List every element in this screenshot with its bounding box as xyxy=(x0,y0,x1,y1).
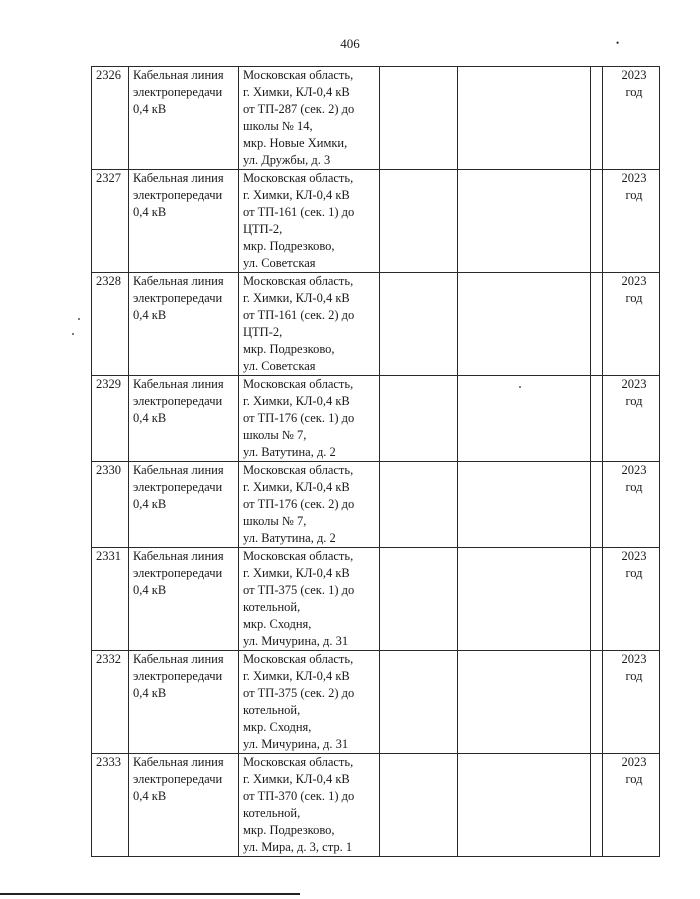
object-name-line: Кабельная линия xyxy=(133,377,224,391)
address-line: ул. Мичурина, д. 31 xyxy=(243,737,349,751)
year-cell xyxy=(603,651,660,754)
address-line: г. Химки, КЛ-0,4 кВ xyxy=(243,291,350,305)
empty-cell xyxy=(380,754,458,857)
address-line: мкр. Сходня, xyxy=(243,617,312,631)
year-cell xyxy=(603,170,660,273)
address-line: мкр. Подрезково, xyxy=(243,342,335,356)
year-cell xyxy=(603,376,660,462)
table-row xyxy=(92,462,660,548)
object-name-cell xyxy=(129,754,239,857)
address-line: от ТП-287 (сек. 2) до xyxy=(243,102,355,116)
address-line: Московская область, xyxy=(243,549,354,563)
address-line: Московская область, xyxy=(243,652,354,666)
object-name-line: 0,4 кВ xyxy=(133,205,167,219)
year-line: год xyxy=(625,669,643,683)
empty-cell xyxy=(380,67,458,170)
scan-speck xyxy=(519,386,521,388)
address-line: от ТП-370 (сек. 1) до xyxy=(243,789,355,803)
object-name-cell xyxy=(129,651,239,754)
object-name-cell xyxy=(129,273,239,376)
address-cell xyxy=(239,273,380,376)
address-line: школы № 14, xyxy=(243,119,313,133)
year-line: год xyxy=(625,394,643,408)
year-line: год xyxy=(625,772,643,786)
year-line: год xyxy=(625,480,643,494)
object-name-line: электропередачи xyxy=(133,772,223,786)
object-name-line: 0,4 кВ xyxy=(133,497,167,511)
empty-cell xyxy=(458,273,591,376)
empty-cell xyxy=(591,67,603,170)
object-name-line: Кабельная линия xyxy=(133,549,224,563)
year-line: год xyxy=(625,566,643,580)
table-row xyxy=(92,651,660,754)
year-line: год xyxy=(625,188,643,202)
address-line: г. Химки, КЛ-0,4 кВ xyxy=(243,669,350,683)
object-name-line: Кабельная линия xyxy=(133,755,224,769)
empty-cell xyxy=(458,376,591,462)
row-number-cell: 2332 xyxy=(92,651,129,754)
year-line: 2023 xyxy=(621,171,647,185)
address-line: от ТП-176 (сек. 2) до xyxy=(243,497,355,511)
object-name-line: 0,4 кВ xyxy=(133,583,167,597)
empty-cell xyxy=(458,462,591,548)
address-line: г. Химки, КЛ-0,4 кВ xyxy=(243,188,350,202)
address-line: ул. Советская xyxy=(243,359,316,373)
object-name-line: Кабельная линия xyxy=(133,652,224,666)
scan-mark: • xyxy=(616,38,620,48)
address-line: ул. Ватутина, д. 2 xyxy=(243,445,336,459)
empty-cell xyxy=(458,754,591,857)
empty-cell xyxy=(458,548,591,651)
address-line: ул. Дружбы, д. 3 xyxy=(243,153,331,167)
object-name-cell xyxy=(129,376,239,462)
address-line: ул. Советская xyxy=(243,256,316,270)
empty-cell xyxy=(458,170,591,273)
row-number-cell: 2329 xyxy=(92,376,129,462)
address-cell xyxy=(239,754,380,857)
table-row xyxy=(92,67,660,170)
object-name-line: электропередачи xyxy=(133,85,223,99)
year-line: 2023 xyxy=(621,549,647,563)
empty-cell xyxy=(591,754,603,857)
year-line: 2023 xyxy=(621,652,647,666)
year-line: 2023 xyxy=(621,377,647,391)
row-number-cell: 2326 xyxy=(92,67,129,170)
object-name-cell xyxy=(129,170,239,273)
year-line: 2023 xyxy=(621,463,647,477)
object-name-line: Кабельная линия xyxy=(133,274,224,288)
page-number: 406 xyxy=(340,36,360,51)
address-line: г. Химки, КЛ-0,4 кВ xyxy=(243,85,350,99)
scan-speck xyxy=(72,333,74,335)
address-line: Московская область, xyxy=(243,463,354,477)
object-name-line: электропередачи xyxy=(133,394,223,408)
address-cell xyxy=(239,170,380,273)
address-line: от ТП-375 (сек. 1) до xyxy=(243,583,355,597)
address-cell xyxy=(239,651,380,754)
object-name-line: Кабельная линия xyxy=(133,171,224,185)
empty-cell xyxy=(591,170,603,273)
row-number-cell: 2331 xyxy=(92,548,129,651)
object-name-line: Кабельная линия xyxy=(133,68,224,82)
address-cell xyxy=(239,376,380,462)
year-line: 2023 xyxy=(621,755,647,769)
year-line: год xyxy=(625,291,643,305)
object-name-line: электропередачи xyxy=(133,669,223,683)
address-line: мкр. Новые Химки, xyxy=(243,136,348,150)
table-row xyxy=(92,273,660,376)
address-line: школы № 7, xyxy=(243,428,307,442)
address-line: Московская область, xyxy=(243,171,354,185)
address-line: Московская область, xyxy=(243,377,354,391)
address-line: Московская область, xyxy=(243,755,354,769)
empty-cell xyxy=(591,462,603,548)
object-name-cell xyxy=(129,462,239,548)
table-row xyxy=(92,754,660,857)
row-number-cell: 2327 xyxy=(92,170,129,273)
address-line: ул. Мичурина, д. 31 xyxy=(243,634,349,648)
object-name-line: электропередачи xyxy=(133,291,223,305)
empty-cell xyxy=(591,376,603,462)
address-line: ул. Мира, д. 3, стр. 1 xyxy=(243,840,353,854)
address-cell xyxy=(239,548,380,651)
object-name-line: 0,4 кВ xyxy=(133,411,167,425)
address-line: г. Химки, КЛ-0,4 кВ xyxy=(243,566,350,580)
row-number-cell: 2328 xyxy=(92,273,129,376)
address-cell xyxy=(239,67,380,170)
year-cell xyxy=(603,273,660,376)
address-line: от ТП-176 (сек. 1) до xyxy=(243,411,355,425)
address-line: Московская область, xyxy=(243,274,354,288)
bottom-edge-line xyxy=(0,893,300,895)
address-line: г. Химки, КЛ-0,4 кВ xyxy=(243,394,350,408)
address-line: г. Химки, КЛ-0,4 кВ xyxy=(243,772,350,786)
object-name-cell xyxy=(129,548,239,651)
registry-table-body xyxy=(92,67,660,857)
object-name-line: 0,4 кВ xyxy=(133,789,167,803)
registry-table xyxy=(91,66,660,857)
empty-cell xyxy=(380,462,458,548)
year-cell xyxy=(603,548,660,651)
object-name-line: 0,4 кВ xyxy=(133,308,167,322)
table-row xyxy=(92,548,660,651)
address-line: школы № 7, xyxy=(243,514,307,528)
address-line: от ТП-161 (сек. 1) до xyxy=(243,205,355,219)
address-line: мкр. Подрезково, xyxy=(243,823,335,837)
address-line: ул. Ватутина, д. 2 xyxy=(243,531,336,545)
address-line: котельной, xyxy=(243,600,301,614)
year-line: 2023 xyxy=(621,274,647,288)
object-name-line: 0,4 кВ xyxy=(133,686,167,700)
address-line: котельной, xyxy=(243,703,301,717)
object-name-line: 0,4 кВ xyxy=(133,102,167,116)
scan-speck xyxy=(78,318,80,320)
empty-cell xyxy=(458,67,591,170)
row-number-cell: 2330 xyxy=(92,462,129,548)
year-line: год xyxy=(625,85,643,99)
empty-cell xyxy=(591,651,603,754)
address-line: Московская область, xyxy=(243,68,354,82)
empty-cell xyxy=(458,651,591,754)
table-row xyxy=(92,170,660,273)
address-line: мкр. Подрезково, xyxy=(243,239,335,253)
object-name-line: электропередачи xyxy=(133,188,223,202)
address-line: от ТП-375 (сек. 2) до xyxy=(243,686,355,700)
address-line: ЦТП-2, xyxy=(243,325,283,339)
object-name-line: электропередачи xyxy=(133,480,223,494)
object-name-line: Кабельная линия xyxy=(133,463,224,477)
table-row xyxy=(92,376,660,462)
year-cell xyxy=(603,67,660,170)
address-line: котельной, xyxy=(243,806,301,820)
object-name-cell xyxy=(129,67,239,170)
empty-cell xyxy=(591,273,603,376)
year-line: 2023 xyxy=(621,68,647,82)
empty-cell xyxy=(380,376,458,462)
year-cell xyxy=(603,754,660,857)
empty-cell xyxy=(380,548,458,651)
empty-cell xyxy=(380,273,458,376)
row-number-cell: 2333 xyxy=(92,754,129,857)
address-line: ЦТП-2, xyxy=(243,222,283,236)
address-cell xyxy=(239,462,380,548)
address-line: мкр. Сходня, xyxy=(243,720,312,734)
empty-cell xyxy=(380,170,458,273)
empty-cell xyxy=(380,651,458,754)
empty-cell xyxy=(591,548,603,651)
year-cell xyxy=(603,462,660,548)
address-line: г. Химки, КЛ-0,4 кВ xyxy=(243,480,350,494)
object-name-line: электропередачи xyxy=(133,566,223,580)
address-line: от ТП-161 (сек. 2) до xyxy=(243,308,355,322)
